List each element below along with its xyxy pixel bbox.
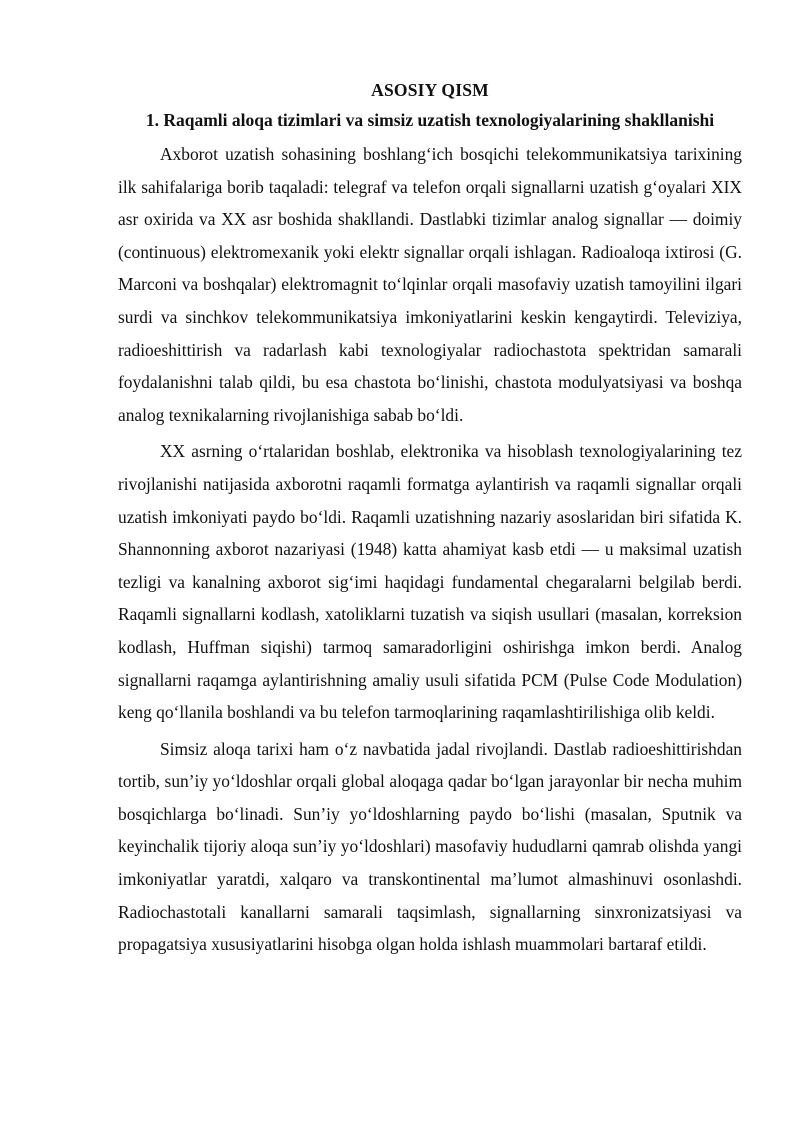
page-title: ASOSIY QISM	[371, 80, 489, 100]
paragraph: XX asrning o‘rtalaridan boshlab, elektronika va hisoblash texnologiyalarining tez rivojlanishi natijasida axborotni raqamli formatga aylantirish va raqamli signallar orqali uzatish imkoniyati paydo bo‘ldi. Raqamli uzatishning nazariy asoslaridan biri sifatida K. Shannonning axborot nazariyasi (1948) katta ahamiyat kasb etdi — u maksimal uzatish tezligi va kanalning axborot sig‘imi haqidagi fundamental chegaralarni belgilab berdi. Raqamli signallarni kodlash, xatoliklarni tuzatish va siqish usullari (masalan, korreksion kodlash, Huffman siqishi) tarmoq samaradorligini oshirishga imkon berdi. Analog signallarni raqamga aylantirishning amaliy usuli sifatida PCM (Pulse Code Modulation) keng qo‘llanila boshlandi va bu telefon tarmoqlarining raqamlashtirilishiga olib keldi.	[118, 441, 742, 723]
paragraph: Axborot uzatish sohasining boshlang‘ich bosqichi telekommunikatsiya tarixining ilk sahifalariga borib taqaladi: telegraf va telefon orqali signallarni uzatish g‘oyalari XIX asr oxirida va XX asr boshida shakllandi. Dastlabki tizimlar analog signallar — doimiy (continuous) elektromexanik yoki elektr signallar orqali ishlagan. Radioaloqa ixtirosi (G. Marconi va boshqalar) elektromagnit to‘lqinlar orqali masofaviy uzatish tamoyilini ilgari surdi va sinchkov telekommunikatsiya imkoniyatlarini keskin kengaytirdi. Televiziya, radioeshittirish va radarlash kabi texnologiyalar radiochastota spektridan samarali foydalanishni talab qildi, bu esa chastota bo‘linishi, chastota modulyatsiyasi va boshqa analog texnikalarning rivojlanishiga sabab bo‘ldi.	[118, 144, 742, 425]
paragraph: Simsiz aloqa tarixi ham o‘z navbatida jadal rivojlandi. Dastlab radioeshittirishdan tortib, sun’iy yo‘ldoshlar orqali global aloqaga qadar bo‘lgan jarayonlar bir necha muhim bosqichlarga bo‘linadi. Sun’iy yo‘ldoshlarning paydo bo‘lishi (masalan, Sputnik va keyinchalik tijoriy aloqa sun’iy yo‘ldoshlari) masofaviy hududlarni qamrab olishda yangi imkoniyatlar yaratdi, xalqaro va transkontinental ma’lumot almashinuvi osonlashdi. Radiochastotali kanallarni samarali taqsimlash, signallarning sinxronizatsiyasi va propagatsiya xususiyatlarini hisobga olgan holda ishlash muammolari bartaraf etildi.	[118, 738, 742, 955]
section-heading: 1. Raqamli aloqa tizimlari va simsiz uzatish texnologiyalarining shakllanishi	[145, 110, 715, 130]
